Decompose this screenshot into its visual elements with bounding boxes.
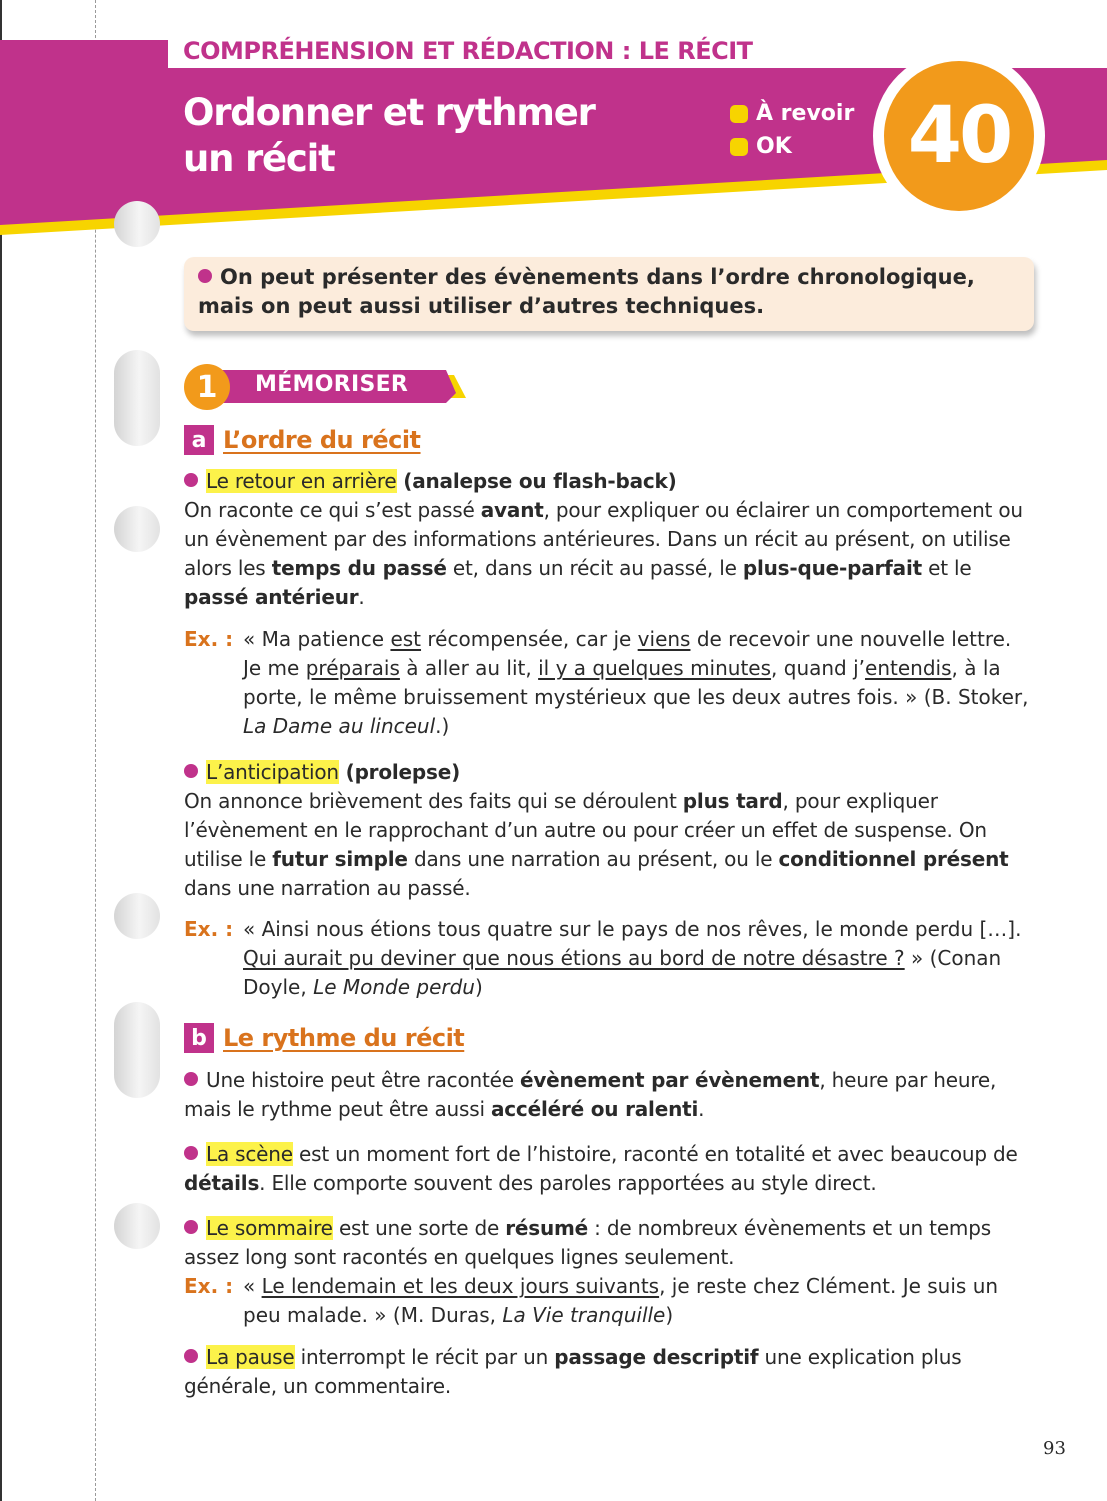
- example-text: « Ainsi nous étions tous quatre sur le pays de nos rêves, le monde perdu […]. Qui aurait pu deviner que nous étions au bord de notre désastre ? » (Conan Doyle, Le Monde perdu): [243, 917, 1022, 999]
- highlight-term: L’anticipation: [206, 760, 339, 784]
- binder-hole: [114, 1203, 160, 1249]
- example-prolepse: [184, 915, 1034, 1002]
- bullet-icon: [184, 1349, 198, 1363]
- intro-text: On peut présenter des évènements dans l’ordre chronologique, mais on peut aussi utiliser d’autres techniques.: [198, 265, 975, 318]
- bullet-icon: [184, 1146, 198, 1160]
- bullet-icon: [198, 269, 212, 283]
- checkbox-ok-box[interactable]: [730, 138, 748, 156]
- example-analepse: [184, 625, 1034, 741]
- example-label: Ex. :: [184, 627, 234, 651]
- checkbox-revoir-label: À revoir: [756, 101, 855, 126]
- section-label: MÉMORISER: [255, 372, 409, 397]
- subsection-title: Le rythme du récit: [223, 1024, 465, 1052]
- example-text: « Le lendemain et les deux jours suivants, je reste chez Clément. Je suis un peu malade. » (M. Duras, La Vie tranquille): [243, 1274, 999, 1327]
- bullet-icon: [184, 1220, 198, 1234]
- rythme-item-scene: La scène est un moment fort de l’histoire, raconté en totalité et avec beaucoup de détails. Elle comporte souvent des paroles rapportées au style direct.: [184, 1142, 1018, 1195]
- chapter-title: COMPRÉHENSION ET RÉDACTION : LE RÉCIT: [183, 37, 753, 65]
- prolepse-paragraph: L’anticipation (prolepse) On annonce brièvement des faits qui se déroulent plus tard, pour expliquer l’évènement en le rapprochant d’un autre ou pour créer un effet de suspense. On utilise le futur simple dans une narration au présent, ou le conditionnel présent dans une narration au passé.: [184, 760, 1009, 900]
- intro-box: [184, 257, 1034, 331]
- subsection-letter: b: [184, 1023, 214, 1053]
- lesson-number-badge: [873, 50, 1045, 222]
- checkbox-ok[interactable]: [730, 134, 792, 159]
- rythme-item-pause: La pause interrompt le récit par un passage descriptif une explication plus générale, un commentaire.: [184, 1345, 962, 1398]
- checkbox-revoir[interactable]: [730, 101, 854, 126]
- lesson-title-line2: un récit: [183, 137, 335, 180]
- rythme-item-sommaire: Le sommaire est une sorte de résumé : de nombreux évènements et un temps assez long sont racontés en quelques lignes seulement.: [184, 1216, 991, 1269]
- binder-hole: [114, 893, 160, 939]
- highlight-term: Le retour en arrière: [206, 469, 397, 493]
- bullet-icon: [184, 1072, 198, 1086]
- checkbox-ok-label: OK: [756, 134, 792, 159]
- lesson-title: [183, 90, 595, 182]
- subsection-letter: a: [184, 425, 214, 455]
- example-text: « Ma patience est récompensée, car je viens de recevoir une nouvelle lettre. Je me préparais à aller au lit, il y a quelques minutes, quand j’entendis, à la porte, le même bruissement mystérieux que les deux autres fois. » (B. Stoker, La Dame au linceul.): [243, 627, 1029, 738]
- subsection-a-heading: [184, 425, 421, 455]
- lesson-header: [0, 0, 1107, 245]
- bullet-icon: [184, 473, 198, 487]
- page-number: 93: [1043, 1438, 1066, 1459]
- binder-hole: [114, 350, 160, 446]
- example-label: Ex. :: [184, 1274, 234, 1298]
- highlight-term: Le sommaire: [206, 1216, 333, 1240]
- section-number: 1: [184, 364, 230, 410]
- lesson-title-line1: Ordonner et rythmer: [183, 91, 595, 134]
- subsection-b-heading: [184, 1023, 464, 1053]
- highlight-term: La pause: [206, 1345, 295, 1369]
- bullet-icon: [184, 764, 198, 778]
- subsection-title: L’ordre du récit: [223, 426, 421, 454]
- checkbox-revoir-box[interactable]: [730, 105, 748, 123]
- rythme-item-1: Une histoire peut être racontée évènement par évènement, heure par heure, mais le rythme peut être aussi accéléré ou ralenti.: [184, 1068, 997, 1121]
- example-sommaire: [184, 1272, 1034, 1330]
- binder-hole: [114, 1002, 160, 1098]
- highlight-term: La scène: [206, 1142, 293, 1166]
- binder-hole: [114, 201, 160, 247]
- lesson-number: 40: [884, 61, 1034, 211]
- example-label: Ex. :: [184, 917, 234, 941]
- binder-hole: [114, 506, 160, 552]
- analepse-paragraph: Le retour en arrière (analepse ou flash-back) On raconte ce qui s’est passé avant, pour expliquer ou éclairer un comportement ou un évènement par des informations antérieures. Dans un récit au présent, on utilise alors les temps du passé et, dans un récit au passé, le plus-que-parfait et le passé antérieur.: [184, 469, 1023, 609]
